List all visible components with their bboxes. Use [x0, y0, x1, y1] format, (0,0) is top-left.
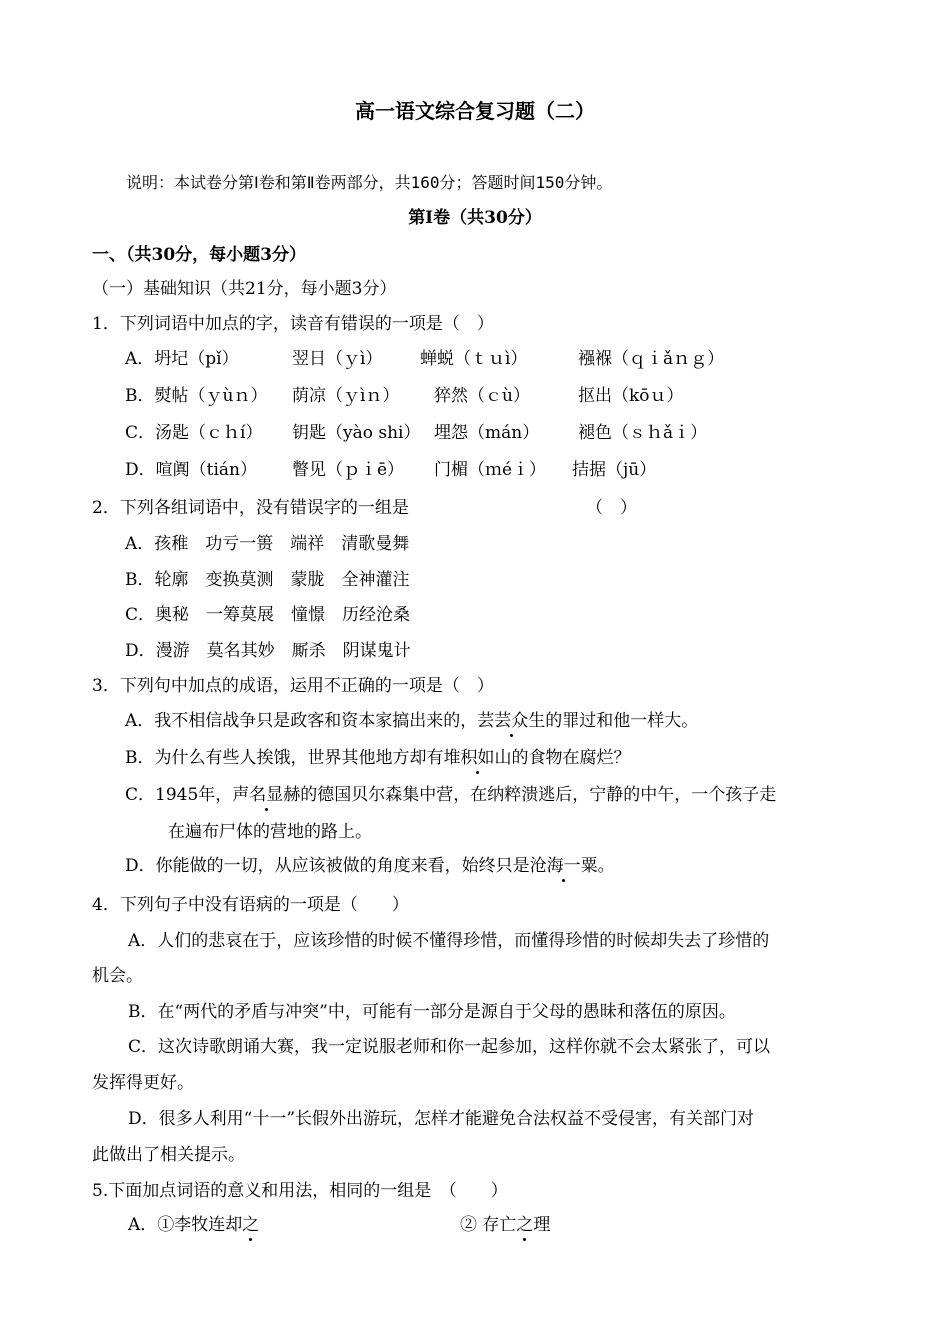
q5-option-a-1: A．①李牧连却之	[128, 1215, 260, 1235]
q2-option-d: D．漫游 莫名其妙 厮杀 阴谋鬼计	[125, 641, 411, 661]
q4-option-d-continued: 此做出了相关提示。	[92, 1145, 245, 1165]
exam-instructions: 说明：本试卷分第Ⅰ卷和第Ⅱ卷两部分，共160分；答题时间150分钟。	[126, 173, 613, 192]
q1-option-b-4: 抠出（kōｕ）	[578, 386, 684, 406]
q1-option-b-3: 猝然（ｃù）	[434, 386, 530, 406]
q3-option-d: D．你能做的一切，从应该被做的角度来看，始终只是沧海一粟。	[125, 856, 615, 876]
page-title: 高一语文综合复习题（二）	[355, 99, 595, 123]
q1-option-c-3: 埋怨（mán）	[434, 423, 540, 443]
volume-heading: 第Ⅰ卷（共30分）	[408, 208, 542, 228]
q1-option-c-4: 褪色（ｓｈǎｉ）	[578, 423, 708, 443]
q5-option-a-1-word: 之	[242, 1215, 260, 1235]
q5-option-a-2: ② 存亡之理	[460, 1215, 551, 1235]
q4-option-c: C．这次诗歌朗诵大赛，我一定说服老师和你一起参加，这样你就不会太紧张了，可以	[128, 1037, 771, 1057]
q1-option-a-2: 翌日（ｙì）	[292, 349, 383, 369]
q5-option-a-2-word: 之	[516, 1215, 534, 1235]
q3-option-d-idiom: 沧海一粟	[529, 856, 598, 876]
q1-option-b-2: 荫凉（ｙìｎ）	[292, 386, 400, 406]
q4-option-a: A．人们的悲哀在于，应该珍惜的时候不懂得珍惜，而懂得珍惜的时候却失去了珍惜的	[128, 931, 770, 951]
q1-option-a-3: 蝉蜕（ｔｕì）	[420, 349, 528, 369]
q3-option-c-idiom: 声名显赫	[232, 785, 301, 805]
question-2-answer-bracket: （ ）	[586, 498, 637, 518]
question-4-stem: 4．下列句子中没有语病的一项是（ ）	[92, 895, 409, 915]
q3-option-a-idiom: 芸芸众生	[477, 711, 546, 731]
q2-option-c: C．奥秘 一筹莫展 憧憬 历经沧桑	[125, 605, 411, 625]
q1-option-b-1: B．熨帖（ｙùｎ）	[125, 386, 268, 406]
q1-option-a-4: 襁褓（ｑｉǎｎｇ）	[578, 349, 725, 369]
q1-option-c-2: 钥匙（yào shi）	[292, 423, 421, 443]
q1-option-d-4: 拮据（jū）	[572, 460, 657, 480]
q2-option-a: A．孩稚 功亏一篑 端祥 清歌曼舞	[125, 534, 410, 554]
question-1-stem: 1．下列词语中加点的字，读音有错误的一项是（ ）	[92, 314, 494, 334]
question-5-stem: 5.下面加点词语的意义和用法，相同的一组是 （ ）	[92, 1181, 508, 1201]
question-2-stem: 2．下列各组词语中，没有错误字的一组是	[92, 498, 409, 518]
subsection-heading: （一）基础知识（共21分，每小题3分）	[92, 279, 397, 299]
q1-option-d-2: 瞥见（ｐｉē）	[292, 460, 405, 480]
q4-option-b: B．在“两代的矛盾与冲突”中，可能有一部分是源自于父母的愚昧和落伍的原因。	[128, 1002, 736, 1022]
question-3-stem: 3．下列句中加点的成语，运用不正确的一项是（ ）	[92, 676, 494, 696]
q3-option-b-idiom: 堆积如山	[443, 748, 512, 768]
q3-option-c-continued: 在遍布尸体的营地的路上。	[168, 822, 372, 842]
q1-option-a-1: A．坍圮（pǐ）	[125, 349, 239, 369]
q1-option-d-3: 门楣（ｍéｉ）	[434, 460, 547, 480]
q3-option-c: C．1945年，声名显赫的德国贝尔森集中营，在纳粹溃逃后，宁静的中午，一个孩子走	[125, 785, 777, 805]
q4-option-a-continued: 机会。	[92, 966, 143, 986]
q4-option-c-continued: 发挥得更好。	[92, 1073, 194, 1093]
section-heading: 一、（共30分，每小题3分）	[92, 245, 306, 265]
q1-option-d-1: D．喧阗（tián）	[125, 460, 257, 480]
q1-option-c-1: C．汤匙（ｃｈí）	[125, 423, 263, 443]
q3-option-a: A．我不相信战争只是政客和资本家搞出来的，芸芸众生的罪过和他一样大。	[125, 711, 699, 731]
q2-option-b: B．轮廓 变换莫测 蒙胧 全神灌注	[125, 570, 410, 590]
q3-option-b: B．为什么有些人挨饿，世界其他地方却有堆积如山的食物在腐烂？	[125, 748, 631, 768]
q4-option-d: D．很多人利用“十一”长假外出游玩，怎样才能避免合法权益不受侵害，有关部门对	[128, 1109, 755, 1129]
